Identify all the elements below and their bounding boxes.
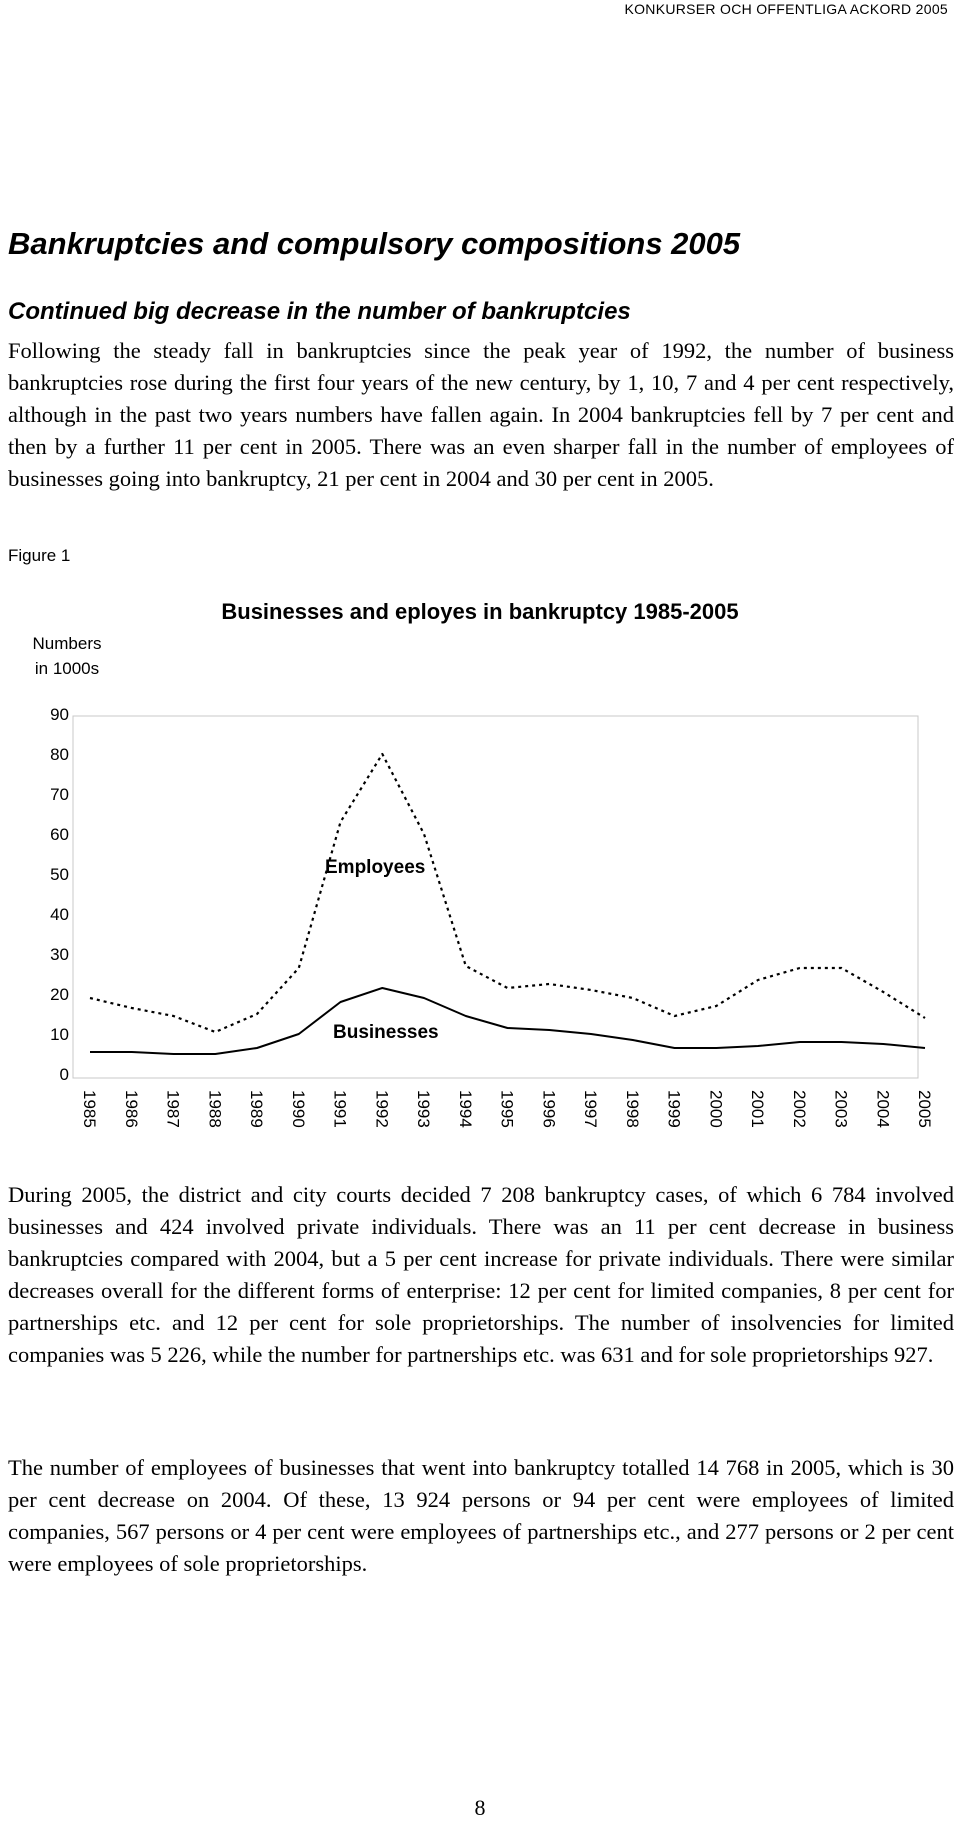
y-axis-label-line-2: in 1000s	[34, 659, 100, 678]
x-tick-label: 1996	[539, 1090, 559, 1128]
y-tick-label: 90	[50, 705, 69, 724]
x-tick-label: 1998	[622, 1090, 642, 1128]
x-tick-label: 1988	[205, 1090, 225, 1128]
employees-paragraph: The number of employees of businesses that went into bankruptcy totalled 14 768 in 2005, which is 30 per cent decrease on 2004. Of these, 13 924 persons or 94 per cent were employees of limited companies, 567 persons or 4 per cent were employees of partnerships etc., and 277 persons or 2 per cent were employees of sole proprietorships.	[8, 1455, 954, 1576]
courts-paragraph: During 2005, the district and city courts decided 7 208 bankruptcy cases, of which 6 784 involved businesses and 424 involved private individuals. There was an 11 per cent decrease in business bankruptcies compared with 2004, but a 5 per cent increase for private individuals. There were similar decreases overall for the different forms of enterprise: 12 per cent for limited companies, 8 per cent for partnerships etc. and 12 per cent for sole proprietorships. The number of insolvencies for limited companies was 5 226, while the number for partnerships etc. was 631 and for sole proprietorships 927.	[8, 1182, 954, 1367]
y-tick-label: 50	[50, 865, 69, 884]
x-tick-label: 1987	[163, 1090, 183, 1128]
x-tick-label: 2004	[873, 1090, 893, 1128]
x-tick-label: 1991	[330, 1090, 350, 1128]
series-line-employees	[90, 754, 925, 1032]
series-line-businesses	[90, 988, 925, 1054]
y-tick-label: 0	[59, 1065, 69, 1084]
x-tick-label: 1990	[288, 1090, 308, 1128]
chart-title: Businesses and eployes in bankruptcy 1985-2005	[221, 599, 739, 624]
x-tick-label: 1994	[455, 1090, 475, 1128]
page-title: Bankruptcies and compulsory compositions 2005	[8, 226, 741, 261]
x-tick-label: 1997	[581, 1090, 600, 1128]
page-number: 8	[474, 1795, 486, 1820]
x-tick-label: 1999	[664, 1090, 684, 1128]
series-label-businesses: Businesses	[333, 1022, 439, 1043]
series-label-employees: Employees	[325, 857, 426, 878]
x-tick-label: 1993	[414, 1090, 433, 1128]
y-tick-label: 30	[50, 945, 69, 964]
x-tick-label: 2002	[789, 1090, 809, 1128]
y-tick-label: 60	[50, 825, 69, 844]
x-tick-label: 1989	[247, 1090, 266, 1128]
y-tick-label: 20	[50, 985, 69, 1004]
x-tick-label: 1992	[372, 1090, 392, 1128]
running-header: KONKURSER OCH OFFENTLIGA ACKORD 2005	[624, 1, 948, 17]
x-tick-label: 2000	[706, 1090, 726, 1128]
x-tick-label: 2003	[831, 1090, 851, 1128]
intro-paragraph: Following the steady fall in bankruptcies since the peak year of 1992, the number of business bankruptcies rose during the first four years of the new century, by 1, 10, 7 and 4 per cent respectively, although in the past two years numbers have fallen again. In 2004 bankruptcies fell by 7 per cent and then by a further 11 per cent in 2005. There was an even sharper fall in the number of employees of businesses going into bankruptcy, 21 per cent in 2004 and 30 per cent in 2005.	[8, 338, 954, 491]
y-axis-label-line-1: Numbers	[32, 634, 102, 653]
y-tick-label: 10	[50, 1025, 69, 1044]
y-tick-label: 40	[50, 905, 69, 924]
x-tick-label: 1985	[80, 1090, 99, 1128]
y-tick-label: 80	[50, 745, 69, 764]
x-tick-label: 1986	[121, 1090, 141, 1128]
x-tick-label: 2001	[748, 1090, 767, 1128]
x-tick-label: 1995	[497, 1090, 517, 1128]
y-tick-label: 70	[50, 785, 69, 804]
figure-label: Figure 1	[8, 546, 71, 565]
section-subtitle: Continued big decrease in the number of bankruptcies	[8, 298, 631, 325]
bankruptcy-line-chart	[0, 590, 960, 1150]
x-tick-label: 2005	[915, 1090, 934, 1128]
